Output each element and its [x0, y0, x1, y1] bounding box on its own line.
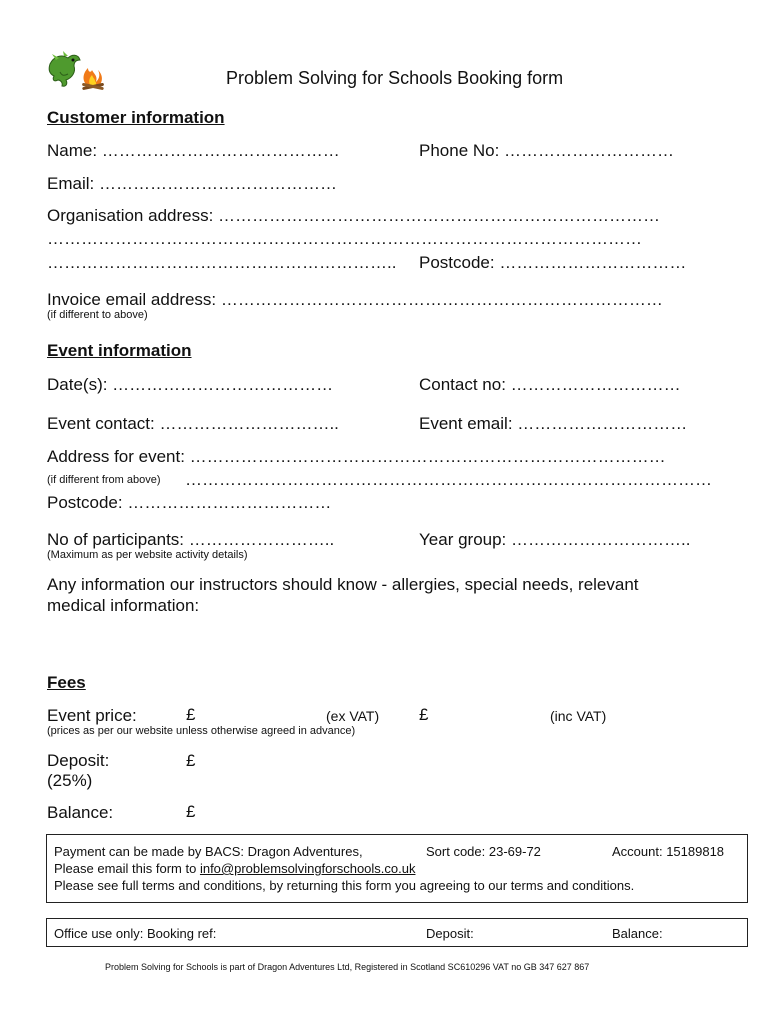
terms-text: Please see full terms and conditions, by returning this form you agreeing to our terms and conditions.: [54, 878, 635, 893]
name-field[interactable]: Name: ……………………………………: [47, 141, 340, 160]
organisation-address-line-3[interactable]: ……………………………………………………..: [47, 253, 397, 272]
booking-ref-field[interactable]: Office use only: Booking ref:: [54, 926, 217, 941]
organisation-address-field[interactable]: Organisation address: ……………………………………………………………………: [47, 206, 661, 225]
account-number-text: Account: 15189818: [612, 844, 725, 859]
ex-vat-label: (ex VAT): [326, 708, 380, 724]
deposit-currency: £: [186, 751, 196, 770]
year-group-field[interactable]: Year group: …………………………..: [419, 530, 691, 549]
event-contact-field[interactable]: Event contact: …………………………..: [47, 414, 339, 433]
bacs-payment-text: Payment can be made by BACS: Dragon Adventures,: [54, 844, 363, 859]
contact-number-field[interactable]: Contact no: …………………………: [419, 375, 681, 394]
office-balance-field[interactable]: Balance:: [612, 926, 663, 941]
participants-note: (Maximum as per website activity details): [47, 549, 248, 561]
fees-heading: Fees: [47, 673, 86, 692]
event-postcode-field[interactable]: Postcode: ………………………………: [47, 493, 332, 512]
invoice-email-note: (if different to above): [47, 309, 148, 321]
office-deposit-field[interactable]: Deposit:: [426, 926, 474, 941]
deposit-percentage: (25%): [47, 771, 93, 790]
instructor-info-label-2: medical information:: [47, 596, 200, 615]
sort-code-text: Sort code: 23-69-72: [426, 844, 541, 859]
event-address-note: (if different from above): [47, 474, 161, 486]
balance-label: Balance:: [47, 803, 114, 822]
price-note: (prices as per our website unless otherwise agreed in advance): [47, 725, 356, 737]
email-instruction: [54, 860, 415, 877]
participants-field[interactable]: No of participants: ……………………..: [47, 530, 335, 549]
office-use-box: [46, 918, 748, 947]
event-price-ex-vat-currency: £: [186, 705, 196, 724]
instructor-info-label: Any information our instructors should know - allergies, special needs, relevant: [47, 575, 639, 594]
event-email-field[interactable]: Event email: …………………………: [419, 414, 688, 433]
event-dates-field[interactable]: Date(s): …………………………………: [47, 375, 334, 394]
inc-vat-label: (inc VAT): [550, 708, 607, 724]
dragon-icon: [46, 50, 104, 90]
phone-field[interactable]: Phone No: …………………………: [419, 141, 675, 160]
info-email-link[interactable]: info@problemsolvingforschools.co.uk: [199, 861, 416, 876]
event-price-inc-vat-currency: £: [419, 705, 429, 724]
payment-info-box: [46, 834, 748, 903]
event-price-label: Event price:: [47, 706, 137, 725]
organisation-address-line-2[interactable]: ……………………………………………………………………………………………: [47, 229, 642, 248]
dragon-campfire-logo: [46, 50, 104, 90]
deposit-label: Deposit:: [47, 751, 110, 770]
page-title: Problem Solving for Schools Booking form: [226, 68, 564, 88]
invoice-email-field[interactable]: Invoice email address: ……………………………………………………………………: [47, 290, 663, 309]
email-field[interactable]: Email: ……………………………………: [47, 174, 337, 193]
event-information-heading: Event information: [47, 341, 192, 360]
customer-information-heading: Customer information: [47, 108, 225, 127]
balance-currency: £: [186, 802, 196, 821]
email-instruction-prefix: Please email this form to: [54, 861, 200, 876]
customer-postcode-field[interactable]: Postcode: ……………………………: [419, 253, 687, 272]
event-address-field[interactable]: Address for event: …………………………………………………………………………: [47, 447, 666, 466]
event-address-line-2[interactable]: …………………………………………………………………………………: [185, 470, 712, 489]
footer-text: Problem Solving for Schools is part of Dragon Adventures Ltd, Registered in Scotland SC610296 VAT no GB 347 627 867: [105, 962, 590, 972]
